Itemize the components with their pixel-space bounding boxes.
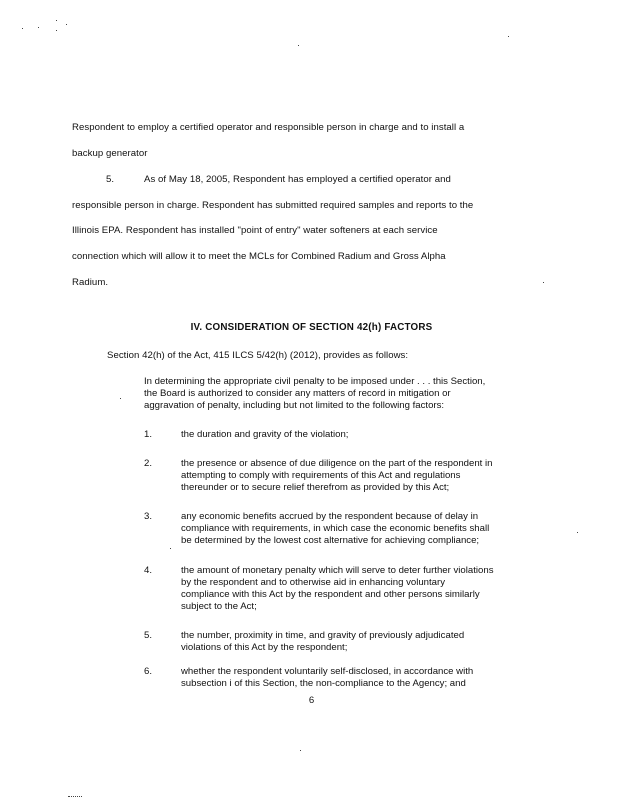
scan-edge-dots bbox=[68, 796, 82, 797]
factor-line: compliance with this Act by the respondent and other persons similarly bbox=[181, 589, 480, 600]
body-line: responsible person in charge. Respondent has submitted required samples and reports to the bbox=[72, 200, 474, 211]
factor-line: the presence or absence of due diligence on the part of the respondent in bbox=[181, 458, 493, 469]
scan-speck bbox=[22, 28, 23, 29]
scan-speck bbox=[577, 532, 578, 533]
factor-number: 6. bbox=[144, 666, 153, 677]
body-line: connection which will allow it to meet the MCLs for Combined Radium and Gross Alpha bbox=[72, 251, 446, 262]
scan-speck bbox=[66, 24, 67, 25]
quote-line: aggravation of penalty, including but not limited to the following factors: bbox=[144, 400, 445, 411]
factor-line: any economic benefits accrued by the respondent because of delay in bbox=[181, 511, 479, 522]
scan-speck bbox=[508, 36, 509, 37]
scan-speck bbox=[298, 45, 299, 46]
body-line: Respondent to employ a certified operator and responsible person in charge and to install a bbox=[72, 122, 465, 133]
intro-line: Section 42(h) of the Act, 415 ILCS 5/42(h) (2012), provides as follows: bbox=[107, 350, 409, 361]
factor-line: whether the respondent voluntarily self-disclosed, in accordance with bbox=[181, 666, 474, 677]
factor-line: thereunder or to secure relief therefrom as provided by this Act; bbox=[181, 482, 450, 493]
factor-number: 4. bbox=[144, 565, 153, 576]
factor-line: attempting to comply with requirements of this Act and regulations bbox=[181, 470, 461, 481]
factor-line: compliance with requirements, in which case the economic benefits shall bbox=[181, 523, 490, 534]
factor-line: violations of this Act by the respondent; bbox=[181, 642, 348, 653]
page-number: 6 bbox=[308, 695, 315, 706]
factor-number: 3. bbox=[144, 511, 153, 522]
body-line: backup generator bbox=[72, 148, 148, 159]
factor-number: 1. bbox=[144, 429, 153, 440]
scan-speck bbox=[38, 27, 39, 28]
scan-speck bbox=[300, 750, 301, 751]
scan-speck bbox=[120, 398, 121, 399]
factor-line: the amount of monetary penalty which will serve to deter further violations bbox=[181, 565, 494, 576]
scan-speck bbox=[543, 282, 544, 283]
scan-speck bbox=[56, 30, 57, 31]
factor-line: be determined by the lowest cost alternative for achieving compliance; bbox=[181, 535, 480, 546]
body-line: Illinois EPA. Respondent has installed "point of entry" water softeners at each service bbox=[72, 225, 438, 236]
factor-number: 5. bbox=[144, 630, 153, 641]
factor-number: 2. bbox=[144, 458, 153, 469]
quote-line: In determining the appropriate civil penalty to be imposed under . . . this Section, bbox=[144, 376, 486, 387]
factor-line: subsection i of this Section, the non-compliance to the Agency; and bbox=[181, 678, 466, 689]
scan-speck bbox=[56, 20, 57, 21]
paragraph-number: 5. bbox=[106, 174, 115, 185]
quote-line: the Board is authorized to consider any matters of record in mitigation or bbox=[144, 388, 451, 399]
factor-line: the duration and gravity of the violation; bbox=[181, 429, 349, 440]
factor-line: subject to the Act; bbox=[181, 601, 257, 612]
scan-speck bbox=[170, 548, 171, 549]
section-heading: IV. CONSIDERATION OF SECTION 42(h) FACTORS bbox=[190, 322, 433, 333]
body-line: As of May 18, 2005, Respondent has employed a certified operator and bbox=[144, 174, 451, 185]
body-line: Radium. bbox=[72, 277, 109, 288]
factor-line: by the respondent and to otherwise aid in enhancing voluntary bbox=[181, 577, 446, 588]
factor-line: the number, proximity in time, and gravity of previously adjudicated bbox=[181, 630, 465, 641]
